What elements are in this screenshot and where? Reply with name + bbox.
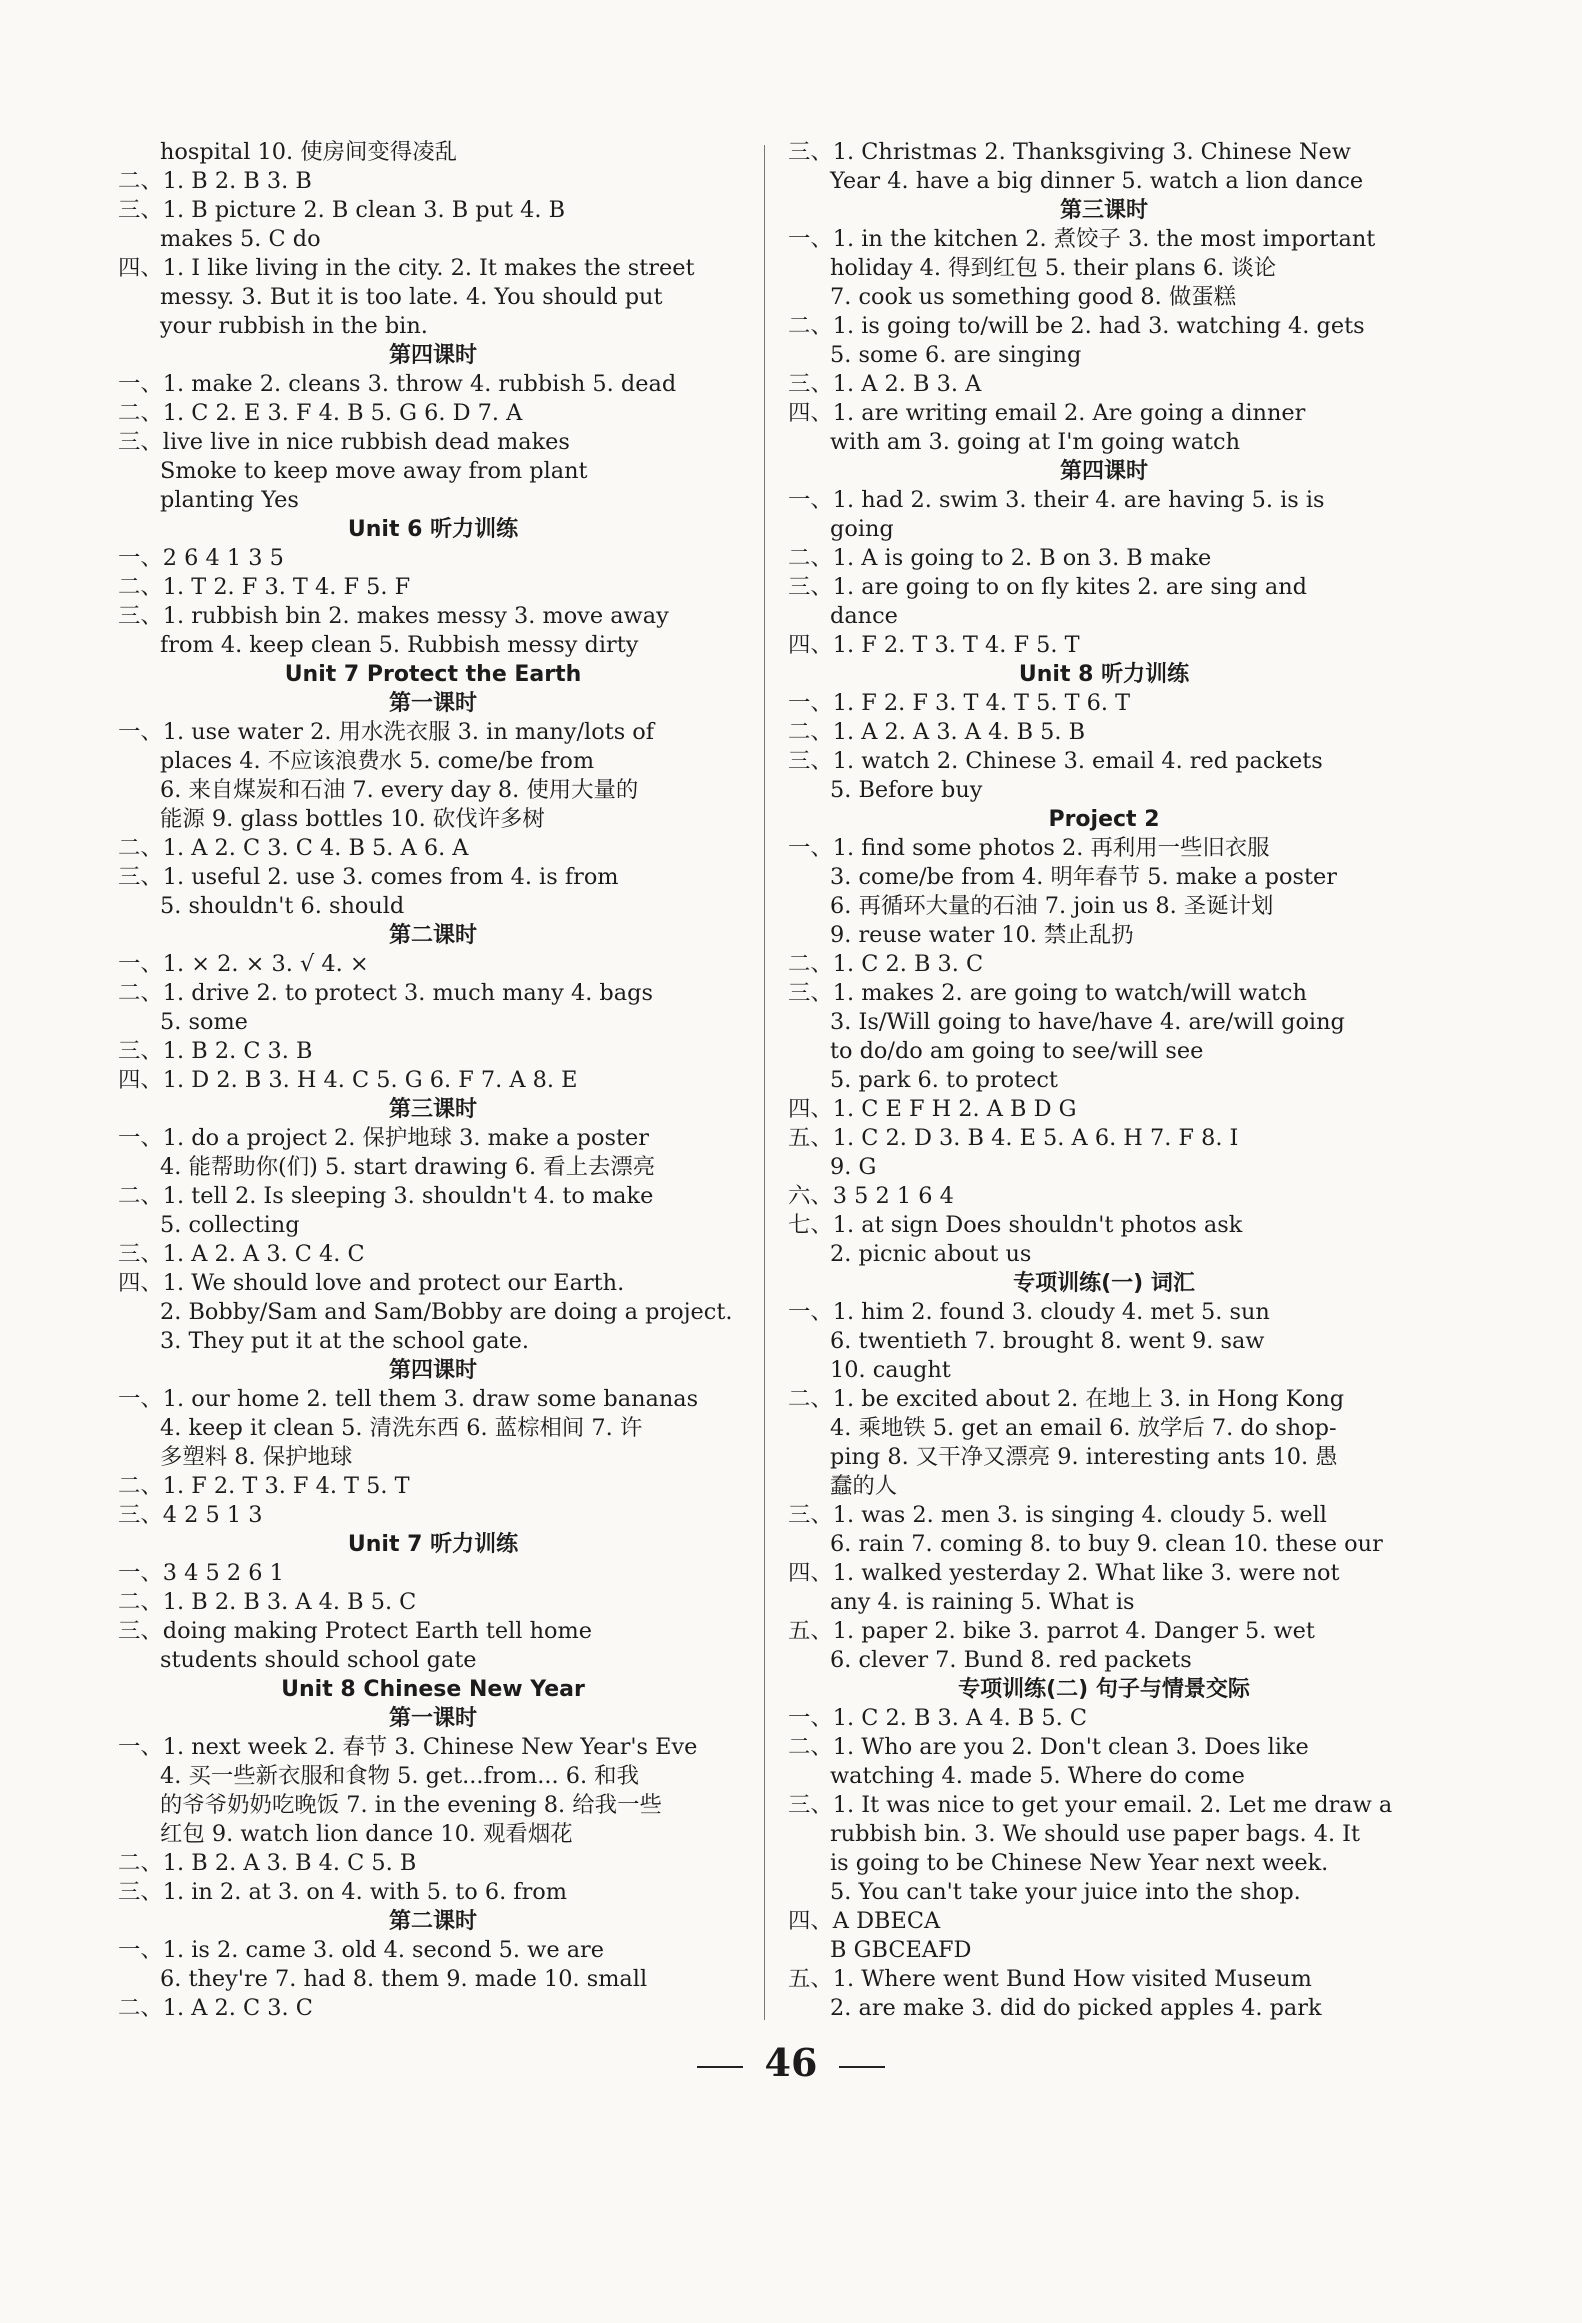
answer-line: 三、1. It was nice to get your email. 2. Let me draw a: [788, 1792, 1393, 1818]
answer-line: 三、1. watch 2. Chinese 3. email 4. red packets: [788, 748, 1323, 774]
answer-line: 三、1. are going to on fly kites 2. are sing and: [788, 574, 1307, 600]
answer-line: 三、1. useful 2. use 3. comes from 4. is from: [118, 864, 619, 890]
answer-line: 四、1. C E F H 2. A B D G: [788, 1096, 1077, 1122]
answer-line: 6. twentieth 7. brought 8. went 9. saw: [830, 1328, 1265, 1354]
answer-line: 9. G: [830, 1154, 877, 1180]
footer-dash-left: [697, 2066, 743, 2068]
answer-line: 二、1. C 2. E 3. F 4. B 5. G 6. D 7. A: [118, 400, 523, 426]
answer-line: 四、1. D 2. B 3. H 4. C 5. G 6. F 7. A 8. E: [118, 1067, 578, 1093]
answer-line: 四、1. I like living in the city. 2. It makes the street: [118, 255, 695, 281]
answer-line: 二、1. tell 2. Is sleeping 3. shouldn't 4. to make: [118, 1183, 654, 1209]
section-heading: Unit 8 听力训练: [1018, 662, 1190, 687]
answer-line: is going to be Chinese New Year next week.: [830, 1850, 1329, 1876]
footer-dash-right: [839, 2066, 885, 2068]
answer-line: with am 3. going at I'm going watch: [830, 429, 1241, 455]
answer-line: Year 4. have a big dinner 5. watch a lion dance: [830, 168, 1364, 194]
answer-line: 一、1. had 2. swim 3. their 4. are having 5. is is: [788, 487, 1325, 513]
answer-line: 4. 能帮助你(们) 5. start drawing 6. 看上去漂亮: [160, 1154, 656, 1180]
section-heading: 第二课时: [388, 923, 477, 948]
answer-line: your rubbish in the bin.: [160, 313, 428, 339]
right-column: [788, 138, 1420, 2023]
answer-line: 二、1. T 2. F 3. T 4. F 5. F: [118, 574, 411, 600]
answer-line: 一、1. find some photos 2. 再利用一些旧衣服: [788, 835, 1270, 861]
answer-line: 一、1. next week 2. 春节 3. Chinese New Year's Eve: [118, 1734, 698, 1760]
section-heading: 第四课时: [388, 343, 477, 368]
answer-line: 一、2 6 4 1 3 5: [118, 545, 284, 571]
section-heading: 第三课时: [388, 1097, 477, 1122]
answer-line: students should school gate: [160, 1647, 477, 1673]
answer-line: 一、1. our home 2. tell them 3. draw some bananas: [118, 1386, 699, 1412]
answer-line: 3. Is/Will going to have/have 4. are/will going: [830, 1009, 1345, 1035]
answer-line: watching 4. made 5. Where do come: [830, 1763, 1245, 1789]
left-column: [118, 138, 748, 2023]
section-heading: Project 2: [1048, 807, 1160, 832]
answer-line: holiday 4. 得到红包 5. their plans 6. 谈论: [830, 255, 1277, 281]
answer-line: 二、1. drive 2. to protect 3. much many 4. bags: [118, 980, 653, 1006]
answer-line: messy. 3. But it is too late. 4. You should put: [160, 284, 663, 310]
answer-line: 一、1. do a project 2. 保护地球 3. make a poster: [118, 1125, 649, 1151]
section-heading: Unit 7 Protect the Earth: [284, 662, 582, 687]
answer-line: 4. 乘地铁 5. get an email 6. 放学后 7. do shop-: [830, 1415, 1337, 1441]
answer-line: rubbish bin. 3. We should use paper bags. 4. It: [830, 1821, 1361, 1847]
answer-line: 9. reuse water 10. 禁止乱扔: [830, 922, 1134, 948]
answer-line: ping 8. 又干净又漂亮 9. interesting ants 10. 愚: [830, 1444, 1338, 1470]
answer-line: from 4. keep clean 5. Rubbish messy dirty: [160, 632, 639, 658]
answer-line: Smoke to keep move away from plant: [160, 458, 588, 484]
answer-line: 四、1. walked yesterday 2. What like 3. were not: [788, 1560, 1340, 1586]
answer-line: 二、1. A is going to 2. B on 3. B make: [788, 545, 1212, 571]
answer-line: 5. some 6. are singing: [830, 342, 1082, 368]
answer-line: 一、1. in the kitchen 2. 煮饺子 3. the most important: [788, 226, 1376, 252]
answer-line: 五、1. Where went Bund How visited Museum: [788, 1966, 1312, 1992]
answer-line: 6. they're 7. had 8. them 9. made 10. small: [160, 1966, 648, 1992]
answer-line: 五、1. paper 2. bike 3. parrot 4. Danger 5. wet: [788, 1618, 1315, 1644]
answer-line: 蠢的人: [830, 1473, 898, 1499]
answer-line: 5. You can't take your juice into the shop.: [830, 1879, 1301, 1905]
answer-line: any 4. is raining 5. What is: [830, 1589, 1135, 1615]
answer-line: 三、1. in 2. at 3. on 4. with 5. to 6. from: [118, 1879, 568, 1905]
answer-line: 二、1. A 2. C 3. C 4. B 5. A 6. A: [118, 835, 469, 861]
section-heading: 专项训练(二) 句子与情景交际: [958, 1677, 1250, 1702]
section-heading: 第三课时: [1059, 198, 1148, 223]
answer-line: 三、1. B 2. C 3. B: [118, 1038, 313, 1064]
answer-line: 一、1. is 2. came 3. old 4. second 5. we are: [118, 1937, 605, 1963]
answer-line: 三、doing making Protect Earth tell home: [118, 1618, 592, 1644]
column-divider: [764, 145, 765, 2020]
answer-line: 二、1. C 2. B 3. C: [788, 951, 984, 977]
answer-line: 2. are make 3. did do picked apples 4. park: [830, 1995, 1322, 2021]
answer-line: 4. 买一些新衣服和食物 5. get...from... 6. 和我: [160, 1763, 639, 1789]
answer-line: 二、1. A 2. C 3. C: [118, 1995, 313, 2021]
answer-line: 三、1. rubbish bin 2. makes messy 3. move away: [118, 603, 669, 629]
answer-line: 五、1. C 2. D 3. B 4. E 5. A 6. H 7. F 8. I: [788, 1125, 1239, 1151]
section-heading: 第二课时: [388, 1909, 477, 1934]
answer-line: 红包 9. watch lion dance 10. 观看烟花: [160, 1821, 573, 1847]
answer-line: 5. collecting: [160, 1212, 300, 1238]
answer-line: 二、1. B 2. B 3. B: [118, 168, 312, 194]
section-heading: Unit 6 听力训练: [347, 517, 519, 542]
answer-line: 7. cook us something good 8. 做蛋糕: [830, 284, 1236, 310]
answer-line: 4. keep it clean 5. 清洗东西 6. 蓝棕相间 7. 许: [160, 1415, 643, 1441]
section-heading: 第四课时: [1059, 459, 1148, 484]
answer-line: 6. rain 7. coming 8. to buy 9. clean 10. these our: [830, 1531, 1383, 1557]
answer-line: 三、1. B picture 2. B clean 3. B put 4. B: [118, 197, 566, 223]
answer-line: 二、1. B 2. A 3. B 4. C 5. B: [118, 1850, 417, 1876]
answer-line: 一、1. use water 2. 用水洗衣服 3. in many/lots of: [118, 719, 655, 745]
answer-line: 三、1. A 2. A 3. C 4. C: [118, 1241, 365, 1267]
answer-line: 六、3 5 2 1 6 4: [788, 1183, 954, 1209]
answer-line: 10. caught: [830, 1357, 951, 1383]
answer-line: 6. clever 7. Bund 8. red packets: [830, 1647, 1192, 1673]
answer-line: 一、1. C 2. B 3. A 4. B 5. C: [788, 1705, 1087, 1731]
answer-line: 多塑料 8. 保护地球: [160, 1444, 353, 1470]
answer-line: 二、1. A 2. A 3. A 4. B 5. B: [788, 719, 1086, 745]
section-heading: 第一课时: [388, 1706, 477, 1731]
answer-line: 2. picnic about us: [830, 1241, 1032, 1267]
answer-line: 3. come/be from 4. 明年春节 5. make a poster: [830, 864, 1337, 890]
page-number-footer: [0, 2040, 1582, 2085]
answer-line: 5. park 6. to protect: [830, 1067, 1058, 1093]
answer-line: 二、1. be excited about 2. 在地上 3. in Hong Kong: [788, 1386, 1345, 1412]
answer-line: 一、1. make 2. cleans 3. throw 4. rubbish 5. dead: [118, 371, 677, 397]
section-heading: 第一课时: [388, 691, 477, 716]
answer-line: to do/do am going to see/will see: [830, 1038, 1204, 1064]
answer-line: planting Yes: [160, 487, 299, 513]
answer-line: 四、1. are writing email 2. Are going a dinner: [788, 400, 1306, 426]
answer-line: 的爷爷奶奶吃晚饭 7. in the evening 8. 给我一些: [160, 1792, 662, 1818]
section-heading: 专项训练(一) 词汇: [1013, 1271, 1195, 1296]
answer-line: 二、1. is going to/will be 2. had 3. watching 4. gets: [788, 313, 1365, 339]
answer-line: 一、3 4 5 2 6 1: [118, 1560, 284, 1586]
answer-line: going: [830, 516, 894, 542]
answer-line: 5. Before buy: [830, 777, 983, 803]
answer-line: dance: [830, 603, 898, 629]
answer-line: 6. 再循环大量的石油 7. join us 8. 圣诞计划: [830, 893, 1274, 919]
answer-line: places 4. 不应该浪费水 5. come/be from: [160, 748, 595, 774]
answer-line: 一、1. him 2. found 3. cloudy 4. met 5. sun: [788, 1299, 1270, 1325]
answer-line: 3. They put it at the school gate.: [160, 1328, 529, 1354]
answer-line: 二、1. Who are you 2. Don't clean 3. Does like: [788, 1734, 1309, 1760]
answer-line: 6. 来自煤炭和石油 7. every day 8. 使用大量的: [160, 777, 639, 803]
page-number: 46: [764, 2040, 818, 2085]
answer-line: 2. Bobby/Sam and Sam/Bobby are doing a project.: [160, 1299, 733, 1325]
answer-line: B GBCEAFD: [830, 1937, 972, 1963]
answer-line: 5. some: [160, 1009, 248, 1035]
answer-line: 一、1. F 2. F 3. T 4. T 5. T 6. T: [788, 690, 1131, 716]
answer-line: 四、1. We should love and protect our Earth.: [118, 1270, 625, 1296]
section-heading: 第四课时: [388, 1358, 477, 1383]
answer-line: 能源 9. glass bottles 10. 砍伐许多树: [160, 806, 545, 832]
answer-line: 三、4 2 5 1 3: [118, 1502, 263, 1528]
answer-line: 七、1. at sign Does shouldn't photos ask: [788, 1212, 1243, 1238]
section-heading: Unit 7 听力训练: [347, 1532, 519, 1557]
section-heading: Unit 8 Chinese New Year: [281, 1677, 585, 1702]
answer-line: 5. shouldn't 6. should: [160, 893, 405, 919]
answer-line: 三、1. A 2. B 3. A: [788, 371, 982, 397]
answer-line: 二、1. B 2. B 3. A 4. B 5. C: [118, 1589, 417, 1615]
answer-line: 三、1. makes 2. are going to watch/will watch: [788, 980, 1307, 1006]
answer-line: 一、1. × 2. × 3. √ 4. ×: [118, 951, 369, 977]
answer-line: 三、1. Christmas 2. Thanksgiving 3. Chinese New: [788, 139, 1351, 165]
answer-line: makes 5. C do: [160, 226, 321, 252]
answer-line: 三、live live in nice rubbish dead makes: [118, 429, 570, 455]
answer-line: hospital 10. 使房间变得凌乱: [160, 139, 457, 165]
answer-line: 四、1. F 2. T 3. T 4. F 5. T: [788, 632, 1080, 658]
answer-line: 四、A DBECA: [788, 1908, 941, 1934]
answer-line: 二、1. F 2. T 3. F 4. T 5. T: [118, 1473, 410, 1499]
answer-line: 三、1. was 2. men 3. is singing 4. cloudy 5. well: [788, 1502, 1327, 1528]
